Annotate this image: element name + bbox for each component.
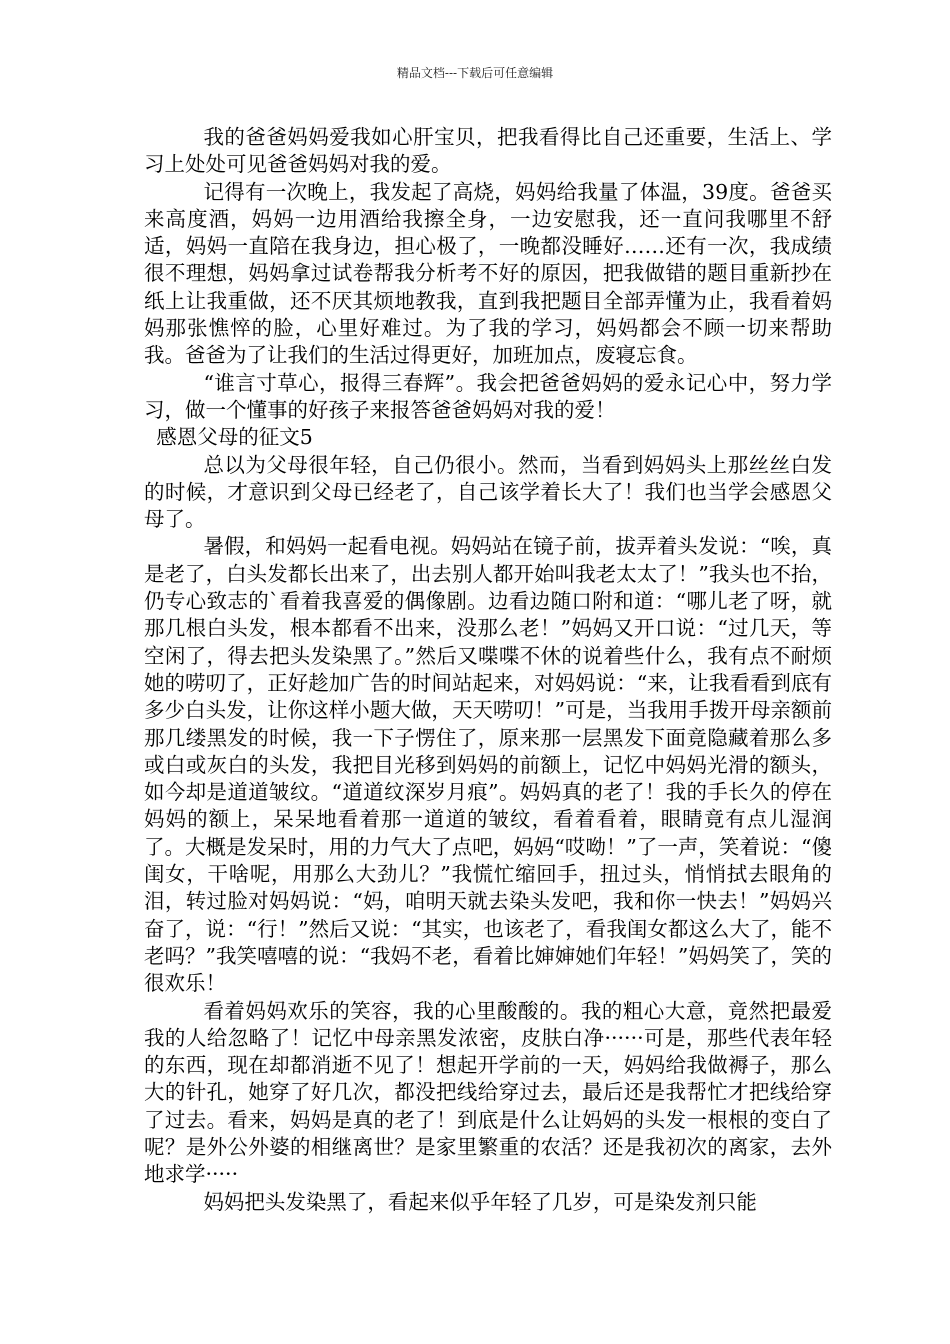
page-header: 精品文档---下载后可任意编辑 (396, 66, 554, 80)
section-heading: 感恩父母的征文5 (156, 425, 313, 450)
paragraph: 妈妈把头发染黑了，看起来似乎年轻了几岁，可是染发剂只能 (203, 1189, 757, 1214)
paragraph: 看着妈妈欢乐的笑容，我的心里酸酸的。我的粗心大意，竟然把最爱我的人给忽略了！记忆中母亲黑发浓密，皮肤白净······可是，那些代表年轻的东西，现在却都消逝不见了！想起开学前的一天，妈妈给我做褥子，那么大的针孔，她穿了好几次，都没把线给穿过去，最后还是我帮忙才把线给穿了过去。看来，妈妈是真的老了！到底是什么让妈妈的头发一根根的变白了呢？是外公外婆的相继离世？是家里繁重的农活？还是我初次的离家，去外地求学····· (144, 998, 832, 1187)
paragraph: 总以为父母很年轻，自己仍很小。然而，当看到妈妈头上那丝丝白发的时候，才意识到父母已经老了，自己该学着长大了！我们也当学会感恩父母了。 (144, 452, 832, 532)
paragraph: 暑假，和妈妈一起看电视。妈妈站在镜子前，拔弄着头发说：“唉，真是老了，白头发都长出来了，出去别人都开始叫我老太太了！”我头也不抬，仍专心致志的`看着我喜爱的偶像剧。边看边随口附和道：“哪儿老了呀，就那几根白头发，根本都看不出来，没那么老！”妈妈又开口说：“过几天，等空闲了，得去把头发染黑了。”然后又喋喋不休的说着些什么，我有点不耐烦她的唠叨了，正好趁加广告的时间站起来，对妈妈说：“来，让我看看到底有多少白头发，让你这样小题大做，天天唠叨！”可是，当我用手拨开母亲额前那几缕黑发的时候，我一下子愣住了，原来那一层黑发下面竟隐藏着那么多或白或灰白的头发，我把目光移到妈妈的前额上，记忆中妈妈光滑的额头，如今却是道道皱纹。“道道纹深岁月痕”。妈妈真的老了！我的手长久的停在妈妈的额上，呆呆地看着那一道道的皱纹，看着看着，眼睛竟有点儿湿润了。大概是发呆时，用的力气大了点吧，妈妈“哎呦！”了一声，笑着说：“傻闺女，干啥呢，用那么大劲儿？”我慌忙缩回手，扭过头，悄悄拭去眼角的泪，转过脸对妈妈说：“妈，咱明天就去染头发吧，我和你一快去！”妈妈兴奋了，说：“行！”然后又说：“其实，也该老了，看我闺女都这么大了，能不老吗？”我笑嘻嘻的说：“我妈不老，看着比婶婶她们年轻！”妈妈笑了，笑的很欢乐！ (144, 534, 832, 996)
paragraph: 我的爸爸妈妈爱我如心肝宝贝，把我看得比自己还重要，生活上、学习上处处可见爸爸妈妈对我的爱。 (144, 125, 832, 177)
paragraph: “谁言寸草心，报得三春辉”。我会把爸爸妈妈的爱永记心中，努力学习，做一个懂事的好孩子来报答爸爸妈妈对我的爱！ (144, 370, 832, 422)
paragraph: 记得有一次晚上，我发起了高烧，妈妈给我量了体温，39度。爸爸买来高度酒，妈妈一边用酒给我擦全身，一边安慰我，还一直问我哪里不舒适，妈妈一直陪在我身边，担心极了，一晚都没睡好……还有一次，我成绩很不理想，妈妈拿过试卷帮我分析考不好的原因，把我做错的题目重新抄在纸上让我重做，还不厌其烦地教我，直到我把题目全部弄懂为止，我看着妈妈那张憔悴的脸，心里好难过。为了我的学习，妈妈都会不顾一切来帮助我。爸爸为了让我们的生活过得更好，加班加点，废寝忘食。 (144, 179, 832, 368)
document-body (144, 124, 832, 1216)
